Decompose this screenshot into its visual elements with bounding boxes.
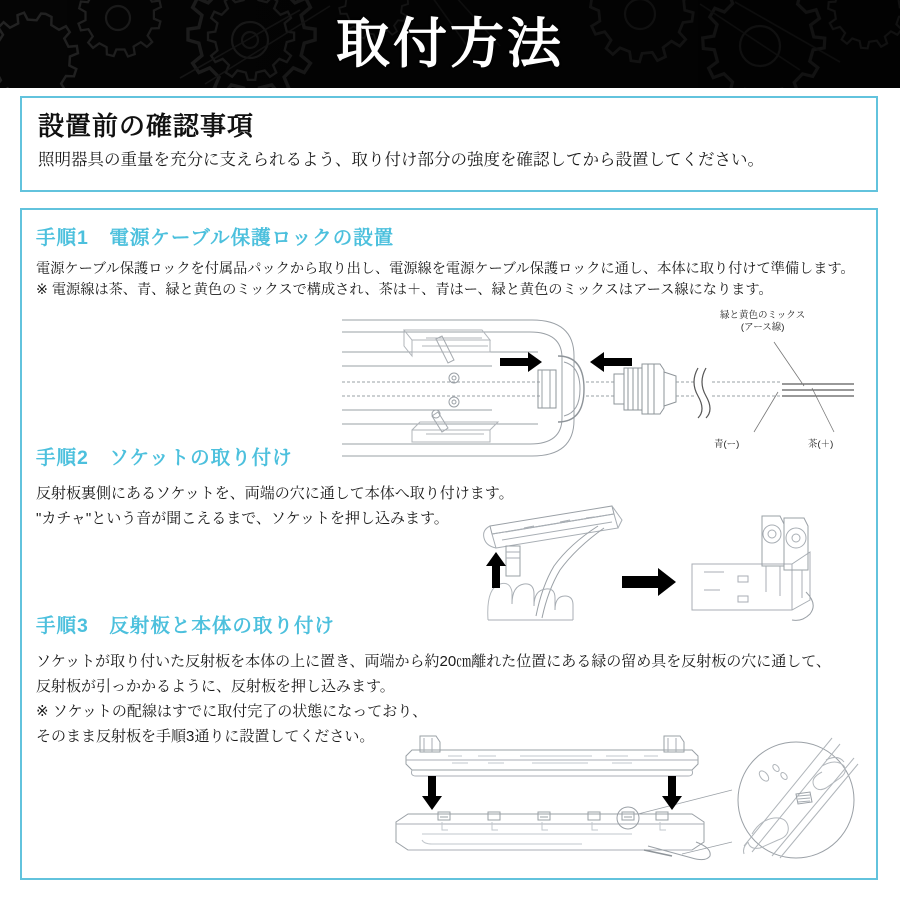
press-down-arrow-right <box>662 776 682 810</box>
step-1-line-2: ※ 電源線は茶、青、緑と黄色のミックスで構成され、茶は＋、青はー、緑と黄色のミックスはアース線になります。 <box>36 282 773 298</box>
transition-arrow-right <box>622 568 676 596</box>
step-3-line-4: そのまま反射板を手順3通りに設置してください。 <box>36 728 375 745</box>
direction-arrow-left <box>590 352 632 372</box>
step-2-line-2: "カチャ"という音が聞こえるまで、ソケットを押し込みます。 <box>36 510 449 527</box>
earth-wire-label: 緑と黄色のミックス (アース線) <box>720 310 806 333</box>
step-3-line-3: ※ ソケットの配線はすでに取付完了の状態になっており、 <box>36 703 428 720</box>
step-1-line-1: 電源ケーブル保護ロックを付属品パックから取り出し、電源線を電源ケーブル保護ロックに通し、本体に取り付けて準備します。 <box>36 261 855 277</box>
step-3-line-2: 反射板が引っかかるように、反射板を押し込みます。 <box>36 678 395 695</box>
direction-arrow-right <box>500 352 542 372</box>
press-down-arrow-left <box>422 776 442 810</box>
pre-installation-check-title: 設置前の確認事項 <box>38 111 255 141</box>
pre-installation-check-box <box>20 96 878 192</box>
step-2-body <box>36 481 514 531</box>
step-2-title: 手順2 ソケットの取り付け <box>36 447 293 469</box>
step-1-title: 手順1 電源ケーブル保護ロックの設置 <box>36 227 395 249</box>
blue-wire-label: 青(ー) <box>714 439 740 450</box>
step-2-block <box>36 442 514 531</box>
page-header-banner <box>0 0 900 88</box>
step-2-line-1: 反射板裏側にあるソケットを、両端の穴に通して本体へ取り付けます。 <box>36 485 514 502</box>
socket-mounting-diagram <box>462 492 862 622</box>
pre-installation-check-body: 照明器具の重量を充分に支えられるよう、取り付け部分の強度を確認してから設置してください。 <box>38 151 764 169</box>
page-title: 取付方法 <box>336 14 564 74</box>
step-3-block <box>36 610 831 749</box>
step-1-block <box>36 222 855 301</box>
reflector-body-assembly-diagram <box>392 730 872 865</box>
installation-steps-box <box>20 208 878 880</box>
brown-wire-label: 茶(＋) <box>808 439 834 450</box>
step-3-line-1: ソケットが取り付いた反射板を本体の上に置き、両端から約20㎝離れた位置にある緑の留め具を反射板の穴に通して、 <box>36 653 831 670</box>
push-up-arrow <box>486 552 506 588</box>
step-1-body <box>36 259 855 301</box>
step-3-title: 手順3 反射板と本体の取り付け <box>36 615 335 637</box>
